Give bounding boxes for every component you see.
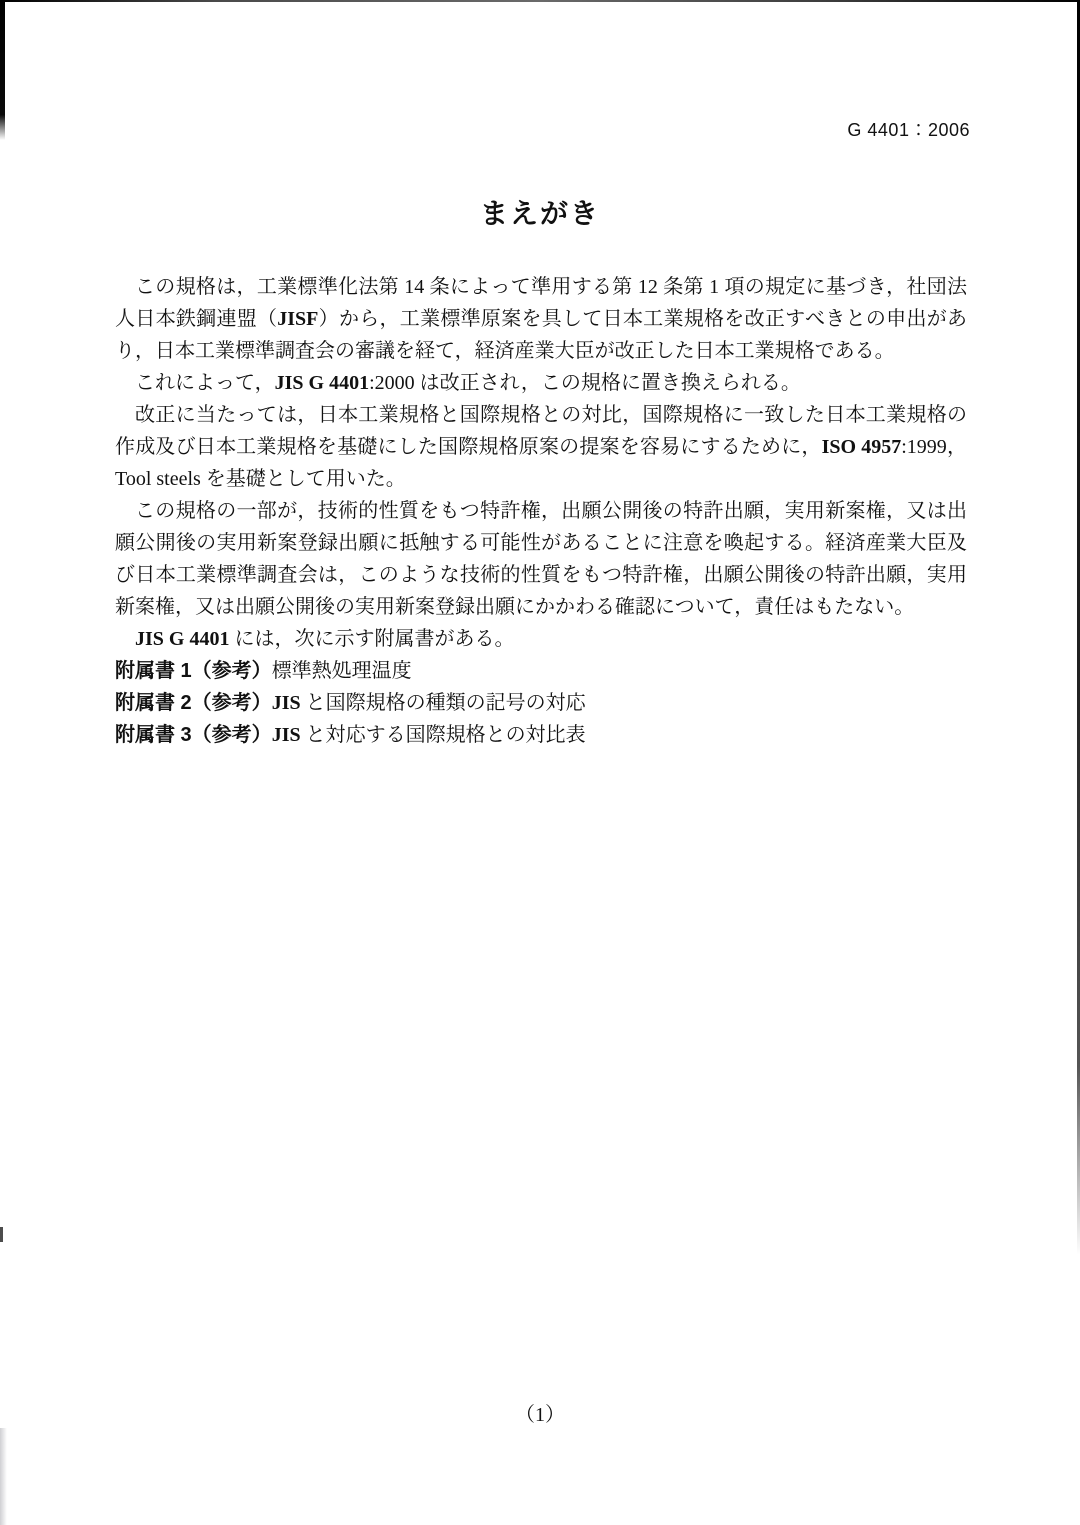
paragraph-revision-basis	[115, 271, 967, 367]
text-segment-bold: ISO 4957	[821, 436, 902, 458]
page-title: まえがき	[479, 198, 600, 229]
text-segment: ）から，工業標準原案を具して日本工業規格を改正すべきとの申出があり，日本工業標準調査会の審議を経て，経済産業大臣が改正した日本工業規格である。	[115, 308, 968, 362]
text-segment: には，次に示す附属書がある。	[229, 628, 515, 650]
paragraph-iso-basis	[115, 399, 967, 495]
document-body	[115, 271, 967, 751]
appendix-label: 附属書 3（参考）	[115, 724, 272, 746]
paragraph-replacement	[115, 367, 967, 399]
text-segment-bold: JIS G 4401	[274, 372, 370, 394]
appendix-label: 附属書 2（参考）	[115, 692, 272, 714]
text-segment: :2000 は改正され，この規格に置き換えられる。	[369, 372, 801, 394]
text-segment-bold: JIS G 4401	[135, 628, 230, 650]
standard-code: G 4401：2006	[847, 120, 970, 140]
paragraph-patent-notice	[115, 495, 967, 623]
text-segment: この規格の一部が，技術的性質をもつ特許権，出願公開後の特許出願，実用新案権，又は出願公開後の実用新案登録出願に抵触する可能性があることに注意を喚起する。経済産業大臣及び日本工業標準調査会は，このような技術的性質をもつ特許権，出願公開後の特許出願，実用新案権，又は出願公開後の実用新案登録出願にかかわる確認について，責任はもたない。	[115, 500, 967, 618]
appendix-jis: JIS	[271, 724, 301, 746]
appendix-item-3	[115, 719, 967, 751]
page-number: （1）	[515, 1404, 565, 1426]
text-segment: これによって，	[135, 372, 275, 394]
scan-edge-left	[0, 0, 5, 140]
text-segment: この規格は，工業標準化法第 14 条によって準用する第 12 条第 1 項の規定に基づき，社団法人日本鉄鋼連盟（	[115, 276, 967, 330]
text-segment: :1999，Tool steels を基礎として用いた。	[115, 436, 967, 490]
text-segment-bold: JISF	[277, 308, 319, 330]
appendix-item-1	[115, 655, 967, 687]
appendix-text: 標準熱処理温度	[271, 660, 412, 682]
scan-mark-left	[0, 1227, 3, 1242]
appendix-label: 附属書 1（参考）	[115, 660, 272, 682]
paragraph-annex-intro	[115, 623, 967, 655]
scan-smudge-bottom-left	[0, 1428, 7, 1525]
appendix-text: と対応する国際規格との対比表	[300, 724, 586, 746]
appendix-jis: JIS	[271, 692, 301, 714]
appendix-item-2	[115, 687, 967, 719]
scan-edge-top	[0, 0, 1080, 2]
appendix-text: と国際規格の種類の記号の対応	[300, 692, 586, 714]
text-segment: 改正に当たっては，日本工業規格と国際規格との対比，国際規格に一致した日本工業規格の作成及び日本工業規格を基礎にした国際規格原案の提案を容易にするために，	[115, 404, 967, 458]
